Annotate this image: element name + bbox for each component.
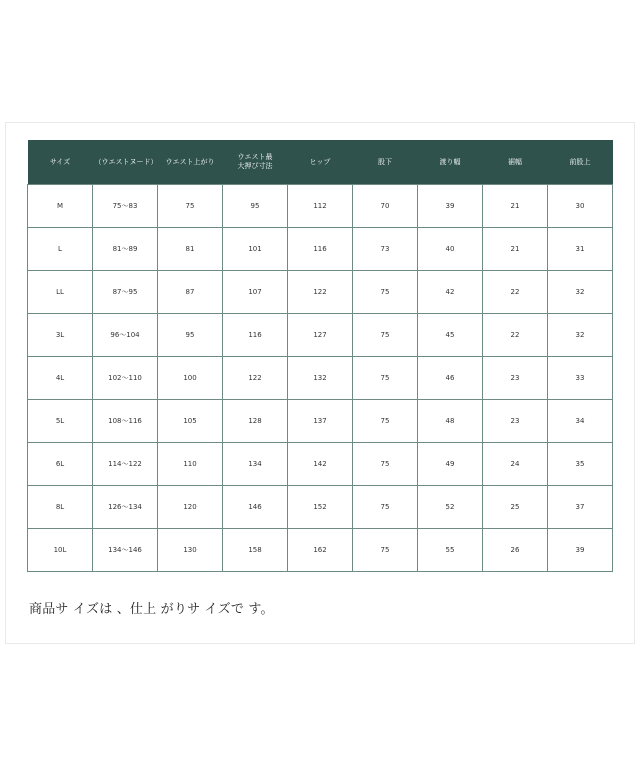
header-hip: ヒップ xyxy=(288,140,353,185)
header-waist-nude: （ウエストヌード） xyxy=(93,140,158,185)
table-row xyxy=(28,228,613,271)
table-cell: 48 xyxy=(418,400,483,443)
table-cell: 81 xyxy=(158,228,223,271)
table-row xyxy=(28,529,613,572)
table-cell: 23 xyxy=(483,357,548,400)
table-cell: 102～110 xyxy=(93,357,158,400)
table-cell: 33 xyxy=(548,357,613,400)
table-cell: 42 xyxy=(418,271,483,314)
table-cell: 112 xyxy=(288,185,353,228)
table-cell: 128 xyxy=(223,400,288,443)
table-cell: 25 xyxy=(483,486,548,529)
table-cell: 52 xyxy=(418,486,483,529)
table-cell: 162 xyxy=(288,529,353,572)
table-cell: 39 xyxy=(548,529,613,572)
table-cell: 49 xyxy=(418,443,483,486)
table-cell: 107 xyxy=(223,271,288,314)
table-cell: 23 xyxy=(483,400,548,443)
table-cell: 70 xyxy=(353,185,418,228)
table-cell: 6L xyxy=(28,443,93,486)
table-cell: 40 xyxy=(418,228,483,271)
table-cell: 116 xyxy=(223,314,288,357)
table-cell: 32 xyxy=(548,314,613,357)
header-hem-width: 裾幅 xyxy=(483,140,548,185)
table-cell: 45 xyxy=(418,314,483,357)
table-cell: 26 xyxy=(483,529,548,572)
table-cell: M xyxy=(28,185,93,228)
table-cell: 75 xyxy=(353,357,418,400)
table-cell: 158 xyxy=(223,529,288,572)
table-row xyxy=(28,314,613,357)
table-cell: 35 xyxy=(548,443,613,486)
header-inseam: 股下 xyxy=(353,140,418,185)
header-size: サイズ xyxy=(28,140,93,185)
table-cell: 34 xyxy=(548,400,613,443)
table-cell: 55 xyxy=(418,529,483,572)
table-row xyxy=(28,271,613,314)
table-cell: 122 xyxy=(288,271,353,314)
table-cell: 4L xyxy=(28,357,93,400)
table-cell: 75 xyxy=(353,486,418,529)
table-cell: 81～89 xyxy=(93,228,158,271)
table-cell: 105 xyxy=(158,400,223,443)
table-cell: 46 xyxy=(418,357,483,400)
table-cell: 39 xyxy=(418,185,483,228)
table-cell: 87～95 xyxy=(93,271,158,314)
table-cell: 10L xyxy=(28,529,93,572)
table-cell: 21 xyxy=(483,228,548,271)
table-cell: 134 xyxy=(223,443,288,486)
table-cell: 3L xyxy=(28,314,93,357)
header-front-rise: 前股上 xyxy=(548,140,613,185)
table-cell: 146 xyxy=(223,486,288,529)
table-cell: 30 xyxy=(548,185,613,228)
header-thigh-width: 渡り幅 xyxy=(418,140,483,185)
table-row xyxy=(28,443,613,486)
table-cell: L xyxy=(28,228,93,271)
table-cell: 75 xyxy=(353,443,418,486)
table-header-row xyxy=(28,140,613,185)
table-cell: 32 xyxy=(548,271,613,314)
table-cell: 116 xyxy=(288,228,353,271)
table-cell: 75 xyxy=(353,529,418,572)
table-cell: 114～122 xyxy=(93,443,158,486)
table-cell: 73 xyxy=(353,228,418,271)
table-cell: 22 xyxy=(483,271,548,314)
table-cell: 127 xyxy=(288,314,353,357)
table-cell: 100 xyxy=(158,357,223,400)
table-cell: 37 xyxy=(548,486,613,529)
table-cell: 87 xyxy=(158,271,223,314)
table-cell: 31 xyxy=(548,228,613,271)
size-note: 商品サ イズは 、仕上 がりサ イズで す。 xyxy=(29,602,274,617)
table-cell: 75 xyxy=(353,400,418,443)
table-cell: 22 xyxy=(483,314,548,357)
table-cell: 126～134 xyxy=(93,486,158,529)
table-cell: 108～116 xyxy=(93,400,158,443)
table-cell: 101 xyxy=(223,228,288,271)
table-cell: 142 xyxy=(288,443,353,486)
table-cell: 132 xyxy=(288,357,353,400)
table-cell: 96～104 xyxy=(93,314,158,357)
size-chart-table xyxy=(27,140,613,572)
header-waist-max-stretch: ウエスト最 大押び寸法 xyxy=(223,140,288,185)
header-waist-finished: ウエスト上がり xyxy=(158,140,223,185)
table-cell: 122 xyxy=(223,357,288,400)
table-row xyxy=(28,486,613,529)
table-cell: LL xyxy=(28,271,93,314)
table-cell: 75 xyxy=(353,271,418,314)
table-cell: 24 xyxy=(483,443,548,486)
table-cell: 152 xyxy=(288,486,353,529)
table-cell: 137 xyxy=(288,400,353,443)
table-row xyxy=(28,357,613,400)
table-cell: 75 xyxy=(353,314,418,357)
table-cell: 120 xyxy=(158,486,223,529)
table-cell: 75 xyxy=(158,185,223,228)
table-cell: 21 xyxy=(483,185,548,228)
table-cell: 95 xyxy=(223,185,288,228)
table-cell: 134～146 xyxy=(93,529,158,572)
table-row xyxy=(28,185,613,228)
table-cell: 130 xyxy=(158,529,223,572)
table-row xyxy=(28,400,613,443)
table-cell: 8L xyxy=(28,486,93,529)
table-cell: 110 xyxy=(158,443,223,486)
table-cell: 95 xyxy=(158,314,223,357)
table-cell: 75～83 xyxy=(93,185,158,228)
table-cell: 5L xyxy=(28,400,93,443)
